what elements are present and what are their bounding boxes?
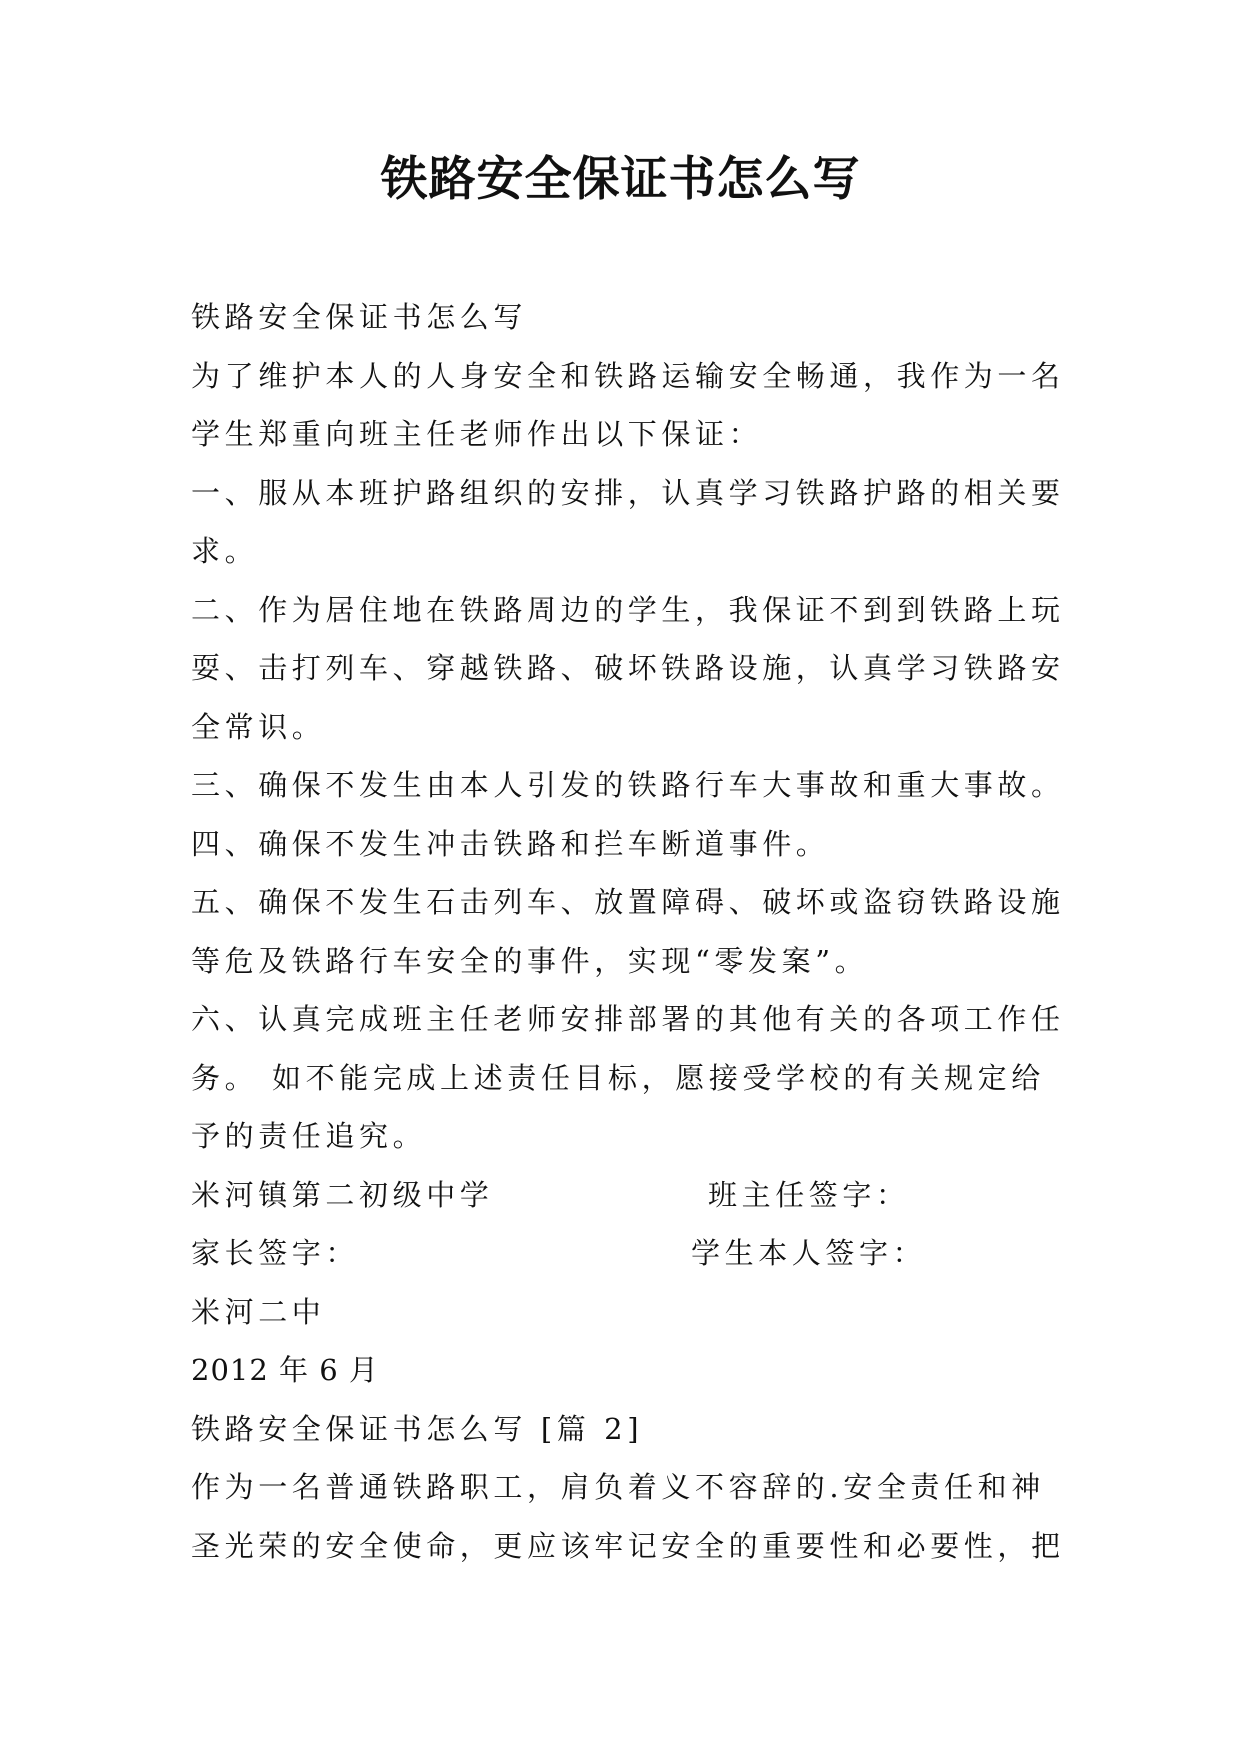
body-line: 求。 [191, 534, 259, 568]
body-line: 务。 如不能完成上述责任目标，愿接受学校的有关规定给 [191, 1060, 1045, 1095]
body-line: 四、确保不发生冲击铁路和拦车断道事件。 [191, 826, 830, 861]
document-title: 铁路安全保证书怎么写 [380, 152, 861, 207]
school-short-name: 米河二中 [191, 1294, 326, 1329]
school-name: 米河镇第二初级中学 [191, 1177, 494, 1212]
body-line: 一、服从本班护路组织的安排，认真学习铁路护路的相关要 [191, 475, 1065, 510]
body-line: 全常识。 [191, 709, 326, 744]
body-line: 作为一名普通铁路职工，肩负着义不容辞的.安全责任和神 [191, 1470, 1045, 1504]
body-line: 圣光荣的安全使命，更应该牢记安全的重要性和必要性，把 [191, 1528, 1065, 1563]
body-line: 耍、击打列车、穿越铁路、破坏铁路设施，认真学习铁路安 [191, 651, 1065, 685]
body-line: 六、认真完成班主任老师安排部署的其他有关的各项工作任 [191, 1002, 1065, 1036]
body-line: 三、确保不发生由本人引发的铁路行车大事故和重大事故。 [191, 768, 1065, 802]
body-line: 铁路安全保证书怎么写 [191, 300, 528, 334]
teacher-signature-label: 班主任签字： [708, 1177, 910, 1212]
parent-signature-label: 家长签字： [191, 1236, 360, 1270]
body-line: 予的责任追究。 [191, 1119, 427, 1153]
body-line: 为了维护本人的人身安全和铁路运输安全畅通，我作为一名 [191, 358, 1065, 393]
signature-row-parent [191, 1224, 1071, 1283]
student-signature-label: 学生本人签字： [691, 1236, 927, 1270]
signature-row-school [191, 1166, 1071, 1225]
body-line: 等危及铁路行车安全的事件，实现“零发案”。 [191, 943, 869, 978]
part2-heading: 铁路安全保证书怎么写 [篇 2] [191, 1411, 644, 1446]
document-body [191, 288, 1071, 1575]
body-line: 学生郑重向班主任老师作出以下保证： [191, 417, 763, 451]
body-line: 五、确保不发生石击列车、放置障碍、破坏或盗窃铁路设施 [191, 885, 1065, 919]
document-date: 2012 年 6 月 [191, 1353, 379, 1387]
body-line: 二、作为居住地在铁路周边的学生，我保证不到到铁路上玩 [191, 592, 1065, 627]
